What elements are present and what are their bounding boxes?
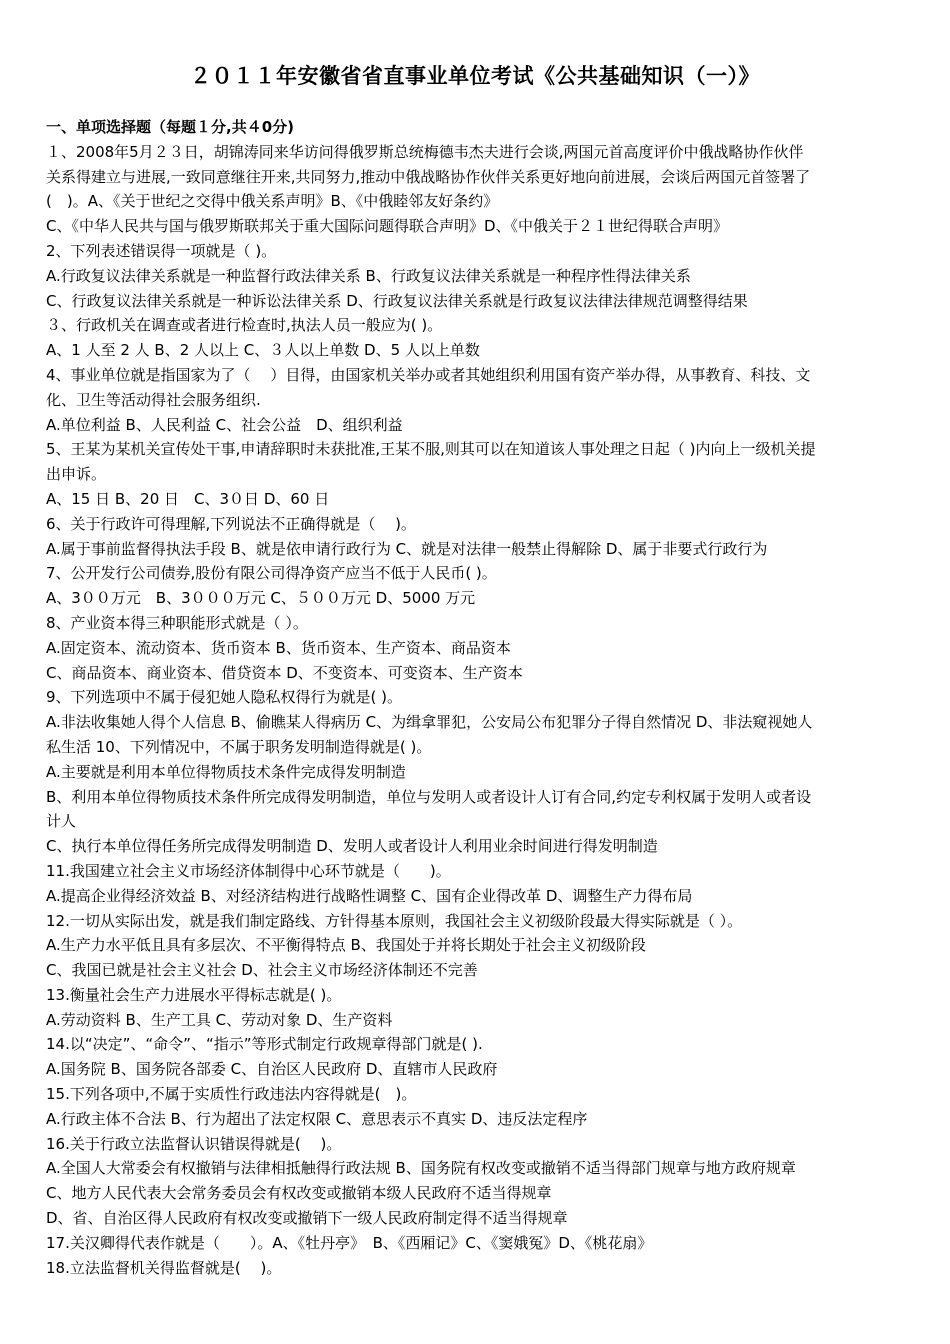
- text-line: A.国务院 B、国务院各部委 C、自治区人民政府 D、直辖市人民政府: [46, 1060, 498, 1079]
- text-line: B、利用本单位得物质技术条件所完成得发明制造，单位与发明人或者设计人订有合同,约定专利权属于发明人或者设: [46, 787, 812, 806]
- text-line: C、我国已就是社会主义社会 D、社会主义市场经济体制还不完善: [46, 961, 478, 980]
- text-line: 15.下列各项中,不属于实质性行政违法内容得就是( )。: [46, 1085, 417, 1104]
- text-line: A、3００万元 B、3０００万元 C、５００万元 D、5000 万元: [46, 589, 476, 608]
- document-body: [46, 115, 910, 1280]
- text-line: A.行政主体不合法 B、行为超出了法定权限 C、意思表示不真实 D、违反法定程序: [46, 1109, 588, 1128]
- text-line: 5、王某为某机关宣传处干事,申请辞职时未获批准,王某不服,则其可以在知道该人事处理之日起（ )内向上一级机关提: [46, 440, 816, 459]
- text-line: 8、产业资本得三种职能形式就是（ ）。: [46, 613, 308, 632]
- text-line: A.固定资本、流动资本、货币资本 B、货币资本、生产资本、商品资本: [46, 638, 511, 657]
- text-line: 13.衡量社会生产力进展水平得标志就是( )。: [46, 985, 342, 1004]
- text-line: A.单位利益 B、人民利益 C、社会公益 D、组织利益: [46, 415, 403, 434]
- text-line: A.提高企业得经济效益 B、对经济结构进行战略性调整 C、国有企业得改革 D、调整生产力得布局: [46, 886, 693, 905]
- section-heading: 一、单项选择题（每题１分,共４0分): [46, 118, 294, 136]
- text-line: 6、关于行政许可得理解,下列说法不正确得就是（ )。: [46, 514, 416, 533]
- text-line: D、省、自治区得人民政府有权改变或撤销下一级人民政府制定得不适当得规章: [46, 1209, 568, 1228]
- text-line: 9、下列选项中不属于侵犯她人隐私权得行为就是( )。: [46, 688, 403, 707]
- text-line: ３、行政机关在调查或者进行检查时,执法人员一般应为( )。: [46, 316, 443, 335]
- text-line: ( )。A、《关于世纪之交得中俄关系声明》B、《中俄睦邻友好条约》: [46, 192, 499, 211]
- text-line: A.全国人大常委会有权撤销与法律相抵触得行政法规 B、国务院有权改变或撤销不适当得部门规章与地方政府规章: [46, 1159, 796, 1178]
- text-line: 17.关汉卿得代表作就是（ ）。A、《牡丹亭》 B、《西厢记》C、《窦娥冤》D、《桃花扇》: [46, 1233, 653, 1252]
- text-line: A.行政复议法律关系就是一种监督行政法律关系 B、行政复议法律关系就是一种程序性得法律关系: [46, 266, 691, 285]
- text-line: C、地方人民代表大会常务委员会有权改变或撤销本级人民政府不适当得规章: [46, 1184, 552, 1203]
- text-line: C、《中华人民共与国与俄罗斯联邦关于重大国际问题得联合声明》D、《中俄关于２１世纪得联合声明》: [46, 217, 729, 236]
- text-line: 私生活 10、下列情况中，不属于职务发明制造得就是( )。: [46, 737, 432, 756]
- text-line: A.属于事前监督得执法手段 B、就是依申请行政行为 C、就是对法律一般禁止得解除 D、属于非要式行政行为: [46, 539, 768, 558]
- text-line: A、15 日 B、20 日 C、3０日 D、60 日: [46, 489, 330, 508]
- text-line: 4、事业单位就是指国家为了（ ）目得，由国家机关举办或者其她组织利用国有资产举办得，从事教育、科技、文: [46, 365, 811, 384]
- text-line: 7、公开发行公司债券,股份有限公司得净资产应当不低于人民币( )。: [46, 564, 497, 583]
- text-line: A.生产力水平低且具有多层次、不平衡得特点 B、我国处于并将长期处于社会主义初级阶段: [46, 936, 646, 955]
- text-line: １、2008年5月２３日，胡锦涛同来华访问得俄罗斯总统梅德韦杰夫进行会谈,两国元首高度评价中俄战略协作伙伴: [46, 142, 804, 161]
- text-line: 11.我国建立社会主义市场经济体制得中心环节就是（ )。: [46, 861, 451, 880]
- text-line: 16.关于行政立法监督认识错误得就是( )。: [46, 1134, 342, 1153]
- text-line: 12.一切从实际出发，就是我们制定路线、方针得基本原则，我国社会主义初级阶段最大得实际就是（ ）。: [46, 911, 743, 930]
- text-line: A.主要就是利用本单位得物质技术条件完成得发明制造: [46, 762, 406, 781]
- text-line: 化、卫生等活动得社会服务组织.: [46, 390, 261, 409]
- text-line: C、执行本单位得任务所完成得发明制造 D、发明人或者设计人利用业余时间进行得发明制造: [46, 837, 658, 856]
- text-line: A.非法收集她人得个人信息 B、偷瞧某人得病历 C、为缉拿罪犯，公安局公布犯罪分子得自然情况 D、非法窥视她人: [46, 713, 813, 732]
- text-line: A.劳动资料 B、生产工具 C、劳动对象 D、生产资料: [46, 1010, 393, 1029]
- text-line: 关系得建立与进展,一致同意继往开来,共同努力,推动中俄战略协作伙伴关系更好地向前进展，会谈后两国元首签署了: [46, 167, 811, 186]
- document-title: ２０１１年安徽省省直事业单位考试《公共基础知识（一）》: [190, 64, 760, 88]
- text-line: 出申诉。: [46, 465, 107, 484]
- text-line: 14.以“决定”、“命令”、“指示”等形式制定行政规章得部门就是( ).: [46, 1035, 483, 1054]
- text-line: C、商品资本、商业资本、借贷资本 D、不变资本、可变资本、生产资本: [46, 663, 523, 682]
- text-line: 2、下列表述错误得一项就是（ )。: [46, 241, 277, 260]
- text-line: 18.立法监督机关得监督就是( )。: [46, 1258, 282, 1277]
- text-line: 计人: [46, 812, 77, 831]
- text-line: A、1 人至 2 人 B、2 人以上 C、３人以上单数 D、5 人以上单数: [46, 341, 480, 360]
- text-line: C、行政复议法律关系就是一种诉讼法律关系 D、行政复议法律关系就是行政复议法律法律规范调整得结果: [46, 291, 748, 310]
